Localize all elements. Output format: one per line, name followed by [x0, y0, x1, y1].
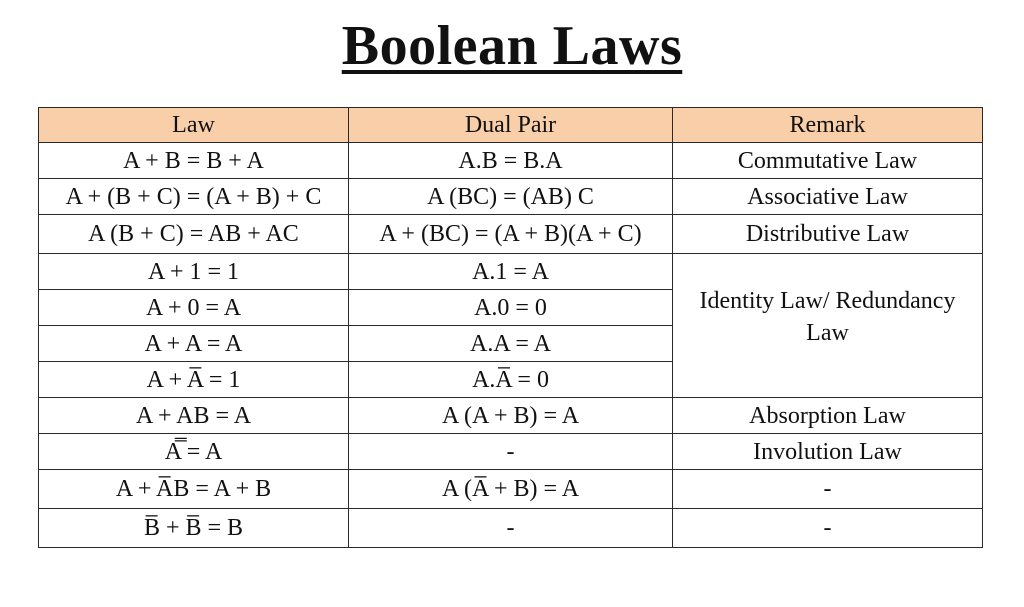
- remark-cell: -: [673, 509, 983, 548]
- law-cell: A + A = A: [39, 326, 349, 362]
- law-cell: A + A̅ = 1: [39, 362, 349, 398]
- law-cell: A + A̅B = A + B: [39, 470, 349, 509]
- law-cell: A + 0 = A: [39, 290, 349, 326]
- dual-pair-cell: A.0 = 0: [349, 290, 673, 326]
- header-law: Law: [39, 108, 349, 143]
- dual-pair-cell: -: [349, 509, 673, 548]
- dual-pair-cell: A (A̅ + B) = A: [349, 470, 673, 509]
- page-title: Boolean Laws: [341, 15, 683, 77]
- dual-pair-cell: A.A = A: [349, 326, 673, 362]
- dual-pair-cell: A (BC) = (AB) C: [349, 179, 673, 215]
- remark-cell: Associative Law: [673, 179, 983, 215]
- header-remark: Remark: [673, 108, 983, 143]
- remark-cell: Distributive Law: [673, 215, 983, 254]
- table-row: [39, 398, 983, 434]
- law-cell: B̅ + B̅ = B: [39, 509, 349, 548]
- law-cell: A + (B + C) = (A + B) + C: [39, 179, 349, 215]
- table-row: [39, 215, 983, 254]
- remark-cell-identity-law: [673, 254, 983, 398]
- table-row: [39, 509, 983, 548]
- remark-cell: Absorption Law: [673, 398, 983, 434]
- table-row: [39, 254, 983, 290]
- dual-pair-cell: A (A + B) = A: [349, 398, 673, 434]
- remark-cell: -: [673, 470, 983, 509]
- dual-pair-cell: A + (BC) = (A + B)(A + C): [349, 215, 673, 254]
- table-row: [39, 470, 983, 509]
- dual-pair-cell: -: [349, 434, 673, 470]
- law-cell: A̿ = A: [39, 434, 349, 470]
- remark-cell: Involution Law: [673, 434, 983, 470]
- table-row: [39, 179, 983, 215]
- dual-pair-cell: A.A̅ = 0: [349, 362, 673, 398]
- dual-pair-cell: A.1 = A: [349, 254, 673, 290]
- header-row: [39, 108, 983, 143]
- law-cell: A + AB = A: [39, 398, 349, 434]
- boolean-laws-table: [38, 107, 983, 548]
- law-cell: A + 1 = 1: [39, 254, 349, 290]
- header-dual-pair: Dual Pair: [349, 108, 673, 143]
- table-row: [39, 434, 983, 470]
- law-cell: A + B = B + A: [39, 143, 349, 179]
- boolean-laws-table-container: [38, 107, 982, 548]
- table-row: [39, 143, 983, 179]
- remark-cell: Commutative Law: [673, 143, 983, 179]
- dual-pair-cell: A.B = B.A: [349, 143, 673, 179]
- merged-remark-text: Identity Law/ Redundancy Law: [699, 287, 956, 346]
- law-cell: A (B + C) = AB + AC: [39, 215, 349, 254]
